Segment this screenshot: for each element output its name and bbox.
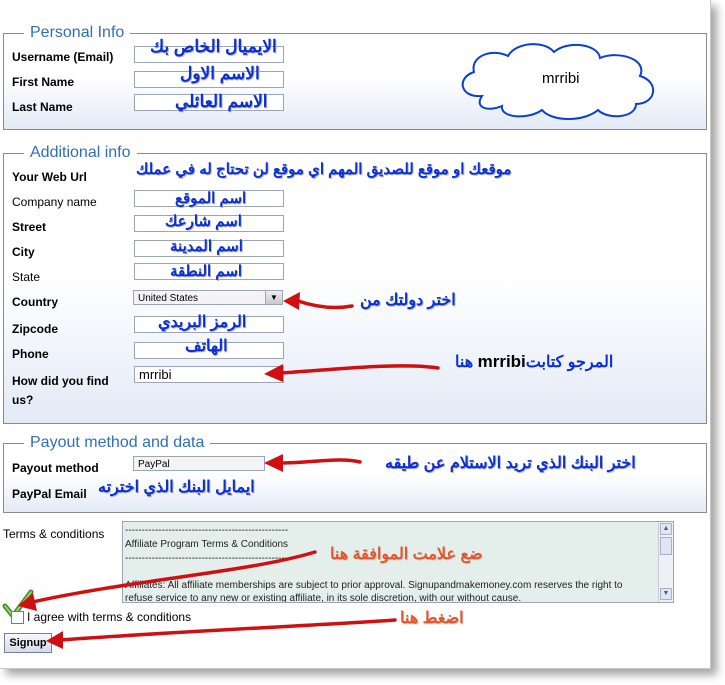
payout-method-annotation: اختر البنك الذي تريد الاستلام عن طيقه [385,455,636,472]
country-label: Country [12,295,58,309]
chevron-down-icon[interactable]: ▼ [265,291,282,304]
paypal-email-annotation: ايمايل البنك الذي اخترته [98,479,255,496]
zipcode-label: Zipcode [12,322,59,336]
zipcode-annotation: الرمز البريدي [158,314,247,331]
phone-label: Phone [12,347,49,361]
country-annotation: اختر دولتك من [360,292,456,309]
username-annotation: الايميال الخاص بك [150,37,277,56]
payout-title: Payout method and data [30,434,205,451]
payout-arrowhead [264,454,283,472]
terms-heading: Affiliate Program Terms & Conditions [125,539,289,550]
terms-label: Terms & conditions [3,527,105,541]
agree-annotation: ضع علامت الموافقة هنا [330,546,483,563]
how-found-arrow [280,366,438,373]
personal-info-title: Personal Info [30,24,125,41]
signup-annotation: اضغط هنا [400,610,464,627]
signup-arrow [60,620,395,640]
agree-arrowhead [18,593,37,611]
agree-label: I agree with terms & conditions [27,610,192,624]
how-found-annotation-pre: المرجو كتابت [525,354,614,371]
terms-line-1: ------------------------------------------------- [125,525,289,536]
last-name-annotation: الاسم العائلي [175,92,268,111]
city-annotation: اسم المدينة [170,238,243,255]
payout-method-label: Payout method [12,461,99,475]
last-name-label: Last Name [12,100,73,114]
company-label: Company name [12,195,97,209]
country-arrowhead [283,292,300,310]
agree-arrow [28,552,315,603]
country-arrow [298,301,352,307]
phone-annotation: الهاتف [185,338,228,355]
cloud-text: mrribi [542,70,580,87]
first-name-label: First Name [12,75,75,89]
signup-arrowhead [46,631,63,649]
username-label: Username (Email) [12,50,114,64]
first-name-annotation: الاسم الاول [180,64,260,83]
terms-line-2: ------------------------------------------------- [125,553,289,564]
payout-arrow [280,460,360,463]
paypal-email-label: PayPal Email [12,487,87,501]
how-found-annotation-post: هنا [455,354,474,371]
payout-method-value: PayPal [138,459,170,470]
state-label: State [12,270,41,284]
signup-button[interactable]: Signup [4,633,52,653]
scroll-down-icon[interactable]: ▼ [660,588,672,600]
country-value: United States [138,293,199,304]
additional-info-title: Additional info [30,144,131,161]
terms-body: Affiliates: All affiliate memberships are subject to prior approval. Signupandmakemoney.com reserves the right to refuse service to any new or existing affiliate, in its sole discretion, with our without cause. [125,580,623,603]
how-found-input[interactable]: mrribi [134,366,284,383]
how-found-label: How did you find us? [12,374,109,407]
web-url-annotation: موقعك او موقع للصديق المهم اي موقع لن تحتاج له في عملك [136,161,512,178]
street-label: Street [12,220,47,234]
how-found-arrowhead [264,364,283,382]
city-label: City [12,245,35,259]
state-annotation: اسم النطقة [170,263,243,280]
street-annotation: اسم شارعك [165,213,242,230]
scroll-up-icon[interactable]: ▲ [660,523,672,535]
web-url-label: Your Web Url [12,170,87,184]
how-found-annotation-bold: mrribi [477,352,526,371]
company-annotation: اسم الموقع [175,190,247,207]
